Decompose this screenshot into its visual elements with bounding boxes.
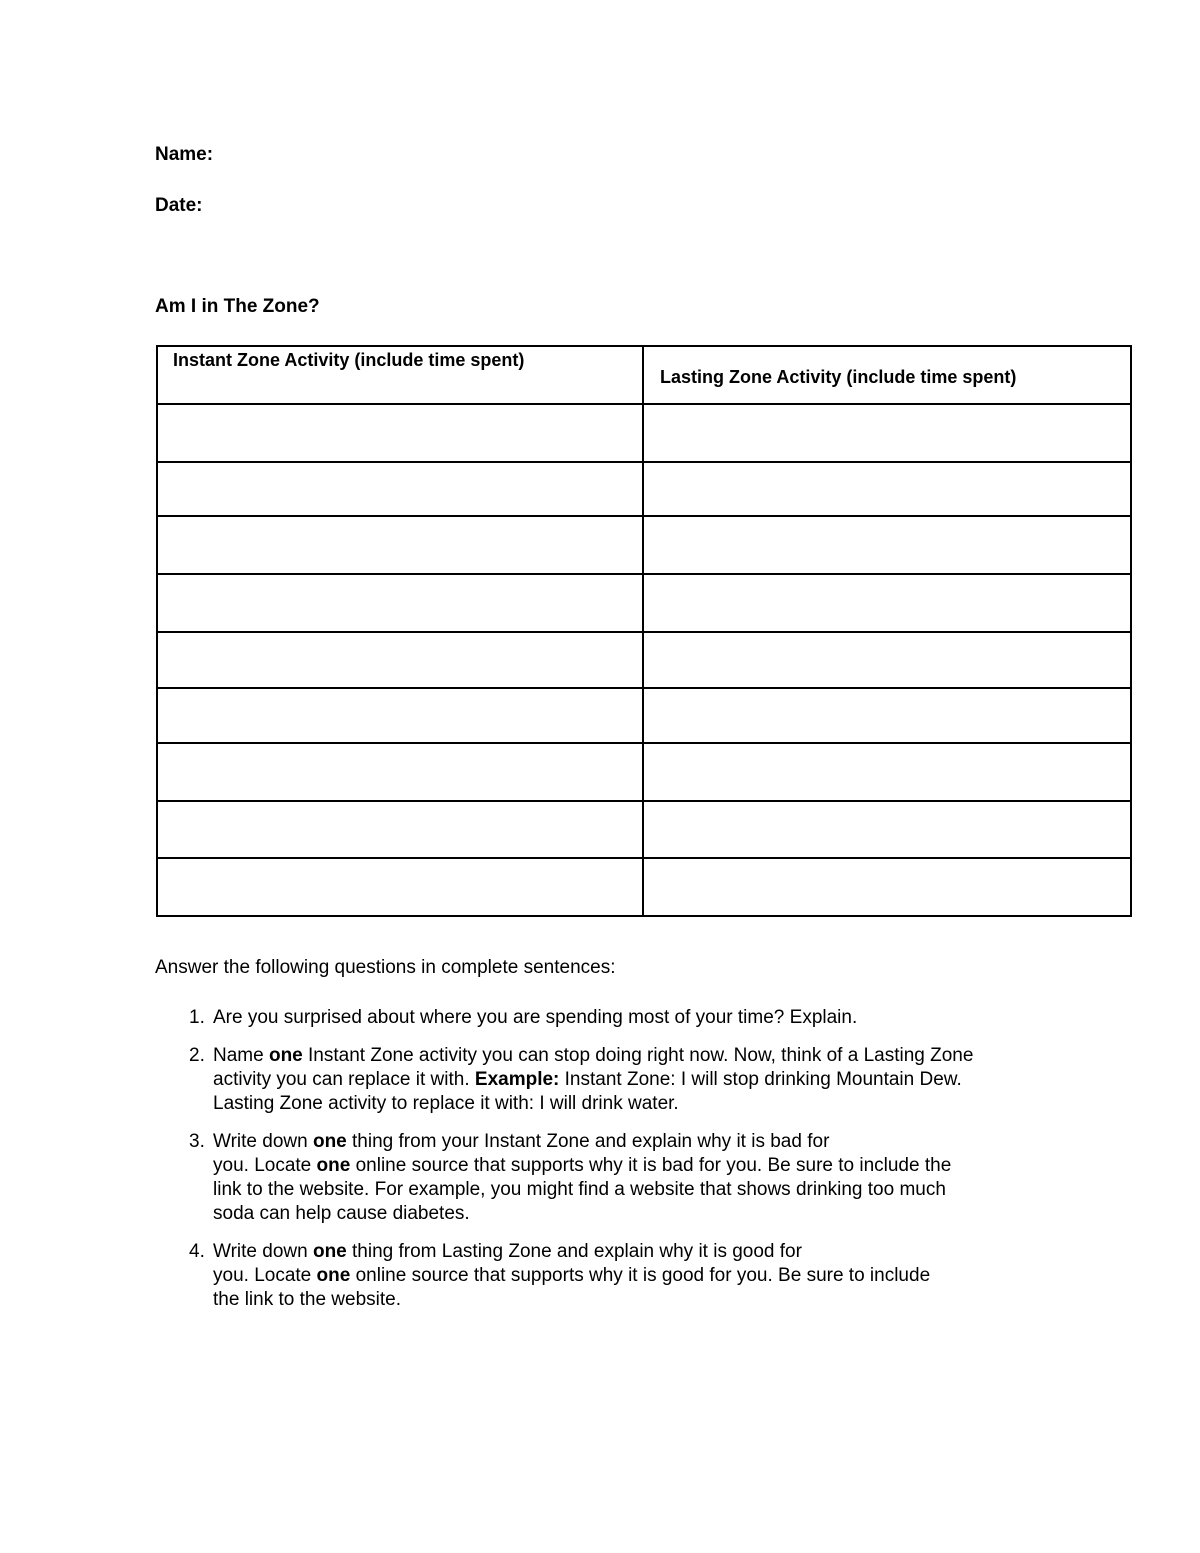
- table-row: [157, 462, 1131, 516]
- instant-zone-cell[interactable]: [157, 688, 643, 743]
- question-text-segment: Write down: [213, 1241, 313, 1262]
- question-text-segment: activity you can replace it with.: [213, 1069, 475, 1090]
- question-item: [155, 1044, 1055, 1116]
- lasting-zone-cell[interactable]: [643, 404, 1131, 462]
- lasting-zone-cell[interactable]: [643, 632, 1131, 688]
- question-list: [155, 1006, 1055, 1326]
- table-row: [157, 743, 1131, 801]
- table-row: [157, 516, 1131, 574]
- emphasis-text: one: [268, 1045, 303, 1066]
- table-row: [157, 632, 1131, 688]
- table-row: [157, 858, 1131, 916]
- emphasis-text: one: [312, 1241, 347, 1262]
- question-text-segment: online source that supports why it is good for you. Be sure to include: [350, 1265, 931, 1286]
- question-text: Are you surprised about where you are spending most of your time? Explain.: [213, 1007, 858, 1028]
- instant-zone-cell[interactable]: [157, 858, 643, 916]
- instant-zone-cell[interactable]: [157, 574, 643, 632]
- table-row: [157, 688, 1131, 743]
- emphasis-text: one: [312, 1131, 347, 1152]
- lasting-zone-header-text: Lasting Zone Activity (include time spent): [660, 367, 1017, 387]
- lasting-zone-cell[interactable]: [643, 688, 1131, 743]
- date-label: Date:: [155, 195, 203, 216]
- instructions-text: Answer the following questions in complete sentences:: [155, 957, 616, 978]
- lasting-zone-cell[interactable]: [643, 462, 1131, 516]
- question-number: 3.: [189, 1131, 205, 1152]
- question-continuation: [213, 1264, 1055, 1288]
- question-text-segment: Name: [213, 1045, 269, 1066]
- table-header-row: [157, 346, 1131, 404]
- instant-zone-cell[interactable]: [157, 516, 643, 574]
- question-item: [155, 1240, 1055, 1312]
- question-continuation: Lasting Zone activity to replace it with: I will drink water.: [213, 1093, 679, 1114]
- zone-activity-table: [156, 345, 1132, 917]
- question-continuation: link to the website. For example, you might find a website that shows drinking too much: [213, 1179, 946, 1200]
- lasting-zone-cell[interactable]: [643, 516, 1131, 574]
- question-continuation: the link to the website.: [213, 1289, 401, 1310]
- question-item: [155, 1006, 1055, 1030]
- instant-zone-header: [157, 346, 643, 404]
- name-label: Name:: [155, 144, 214, 165]
- question-number: 1.: [189, 1007, 205, 1028]
- emphasis-text: Example:: [474, 1069, 560, 1090]
- question-text-segment: online source that supports why it is bad for you. Be sure to include the: [350, 1155, 952, 1176]
- worksheet-title: Am I in The Zone?: [155, 296, 320, 317]
- table-row: [157, 574, 1131, 632]
- instant-zone-cell[interactable]: [157, 462, 643, 516]
- table-row: [157, 404, 1131, 462]
- instant-zone-cell[interactable]: [157, 743, 643, 801]
- table-row: [157, 801, 1131, 858]
- instant-zone-header-text: Instant Zone Activity (include time spent): [173, 350, 525, 370]
- lasting-zone-cell[interactable]: [643, 858, 1131, 916]
- question-number: 4.: [189, 1241, 205, 1262]
- question-text-segment: you. Locate: [213, 1265, 317, 1286]
- question-text-segment: Write down: [213, 1131, 313, 1152]
- question-continuation: soda can help cause diabetes.: [213, 1203, 470, 1224]
- question-continuation: [213, 1154, 1055, 1178]
- lasting-zone-cell[interactable]: [643, 574, 1131, 632]
- instant-zone-cell[interactable]: [157, 404, 643, 462]
- emphasis-text: one: [316, 1265, 351, 1286]
- lasting-zone-cell[interactable]: [643, 801, 1131, 858]
- question-number: 2.: [189, 1045, 205, 1066]
- question-text-segment: thing from Lasting Zone and explain why it is good for: [346, 1241, 802, 1262]
- question-text-segment: you. Locate: [213, 1155, 317, 1176]
- question-text-segment: thing from your Instant Zone and explain why it is bad for: [346, 1131, 830, 1152]
- question-item: [155, 1130, 1055, 1226]
- instant-zone-cell[interactable]: [157, 801, 643, 858]
- lasting-zone-cell[interactable]: [643, 743, 1131, 801]
- instant-zone-cell[interactable]: [157, 632, 643, 688]
- lasting-zone-header: [643, 346, 1131, 404]
- question-text-segment: Instant Zone activity you can stop doing right now. Now, think of a Lasting Zone: [302, 1045, 974, 1066]
- question-continuation: [213, 1068, 1055, 1092]
- emphasis-text: one: [316, 1155, 351, 1176]
- question-text-segment: Instant Zone: I will stop drinking Mountain Dew.: [559, 1069, 962, 1090]
